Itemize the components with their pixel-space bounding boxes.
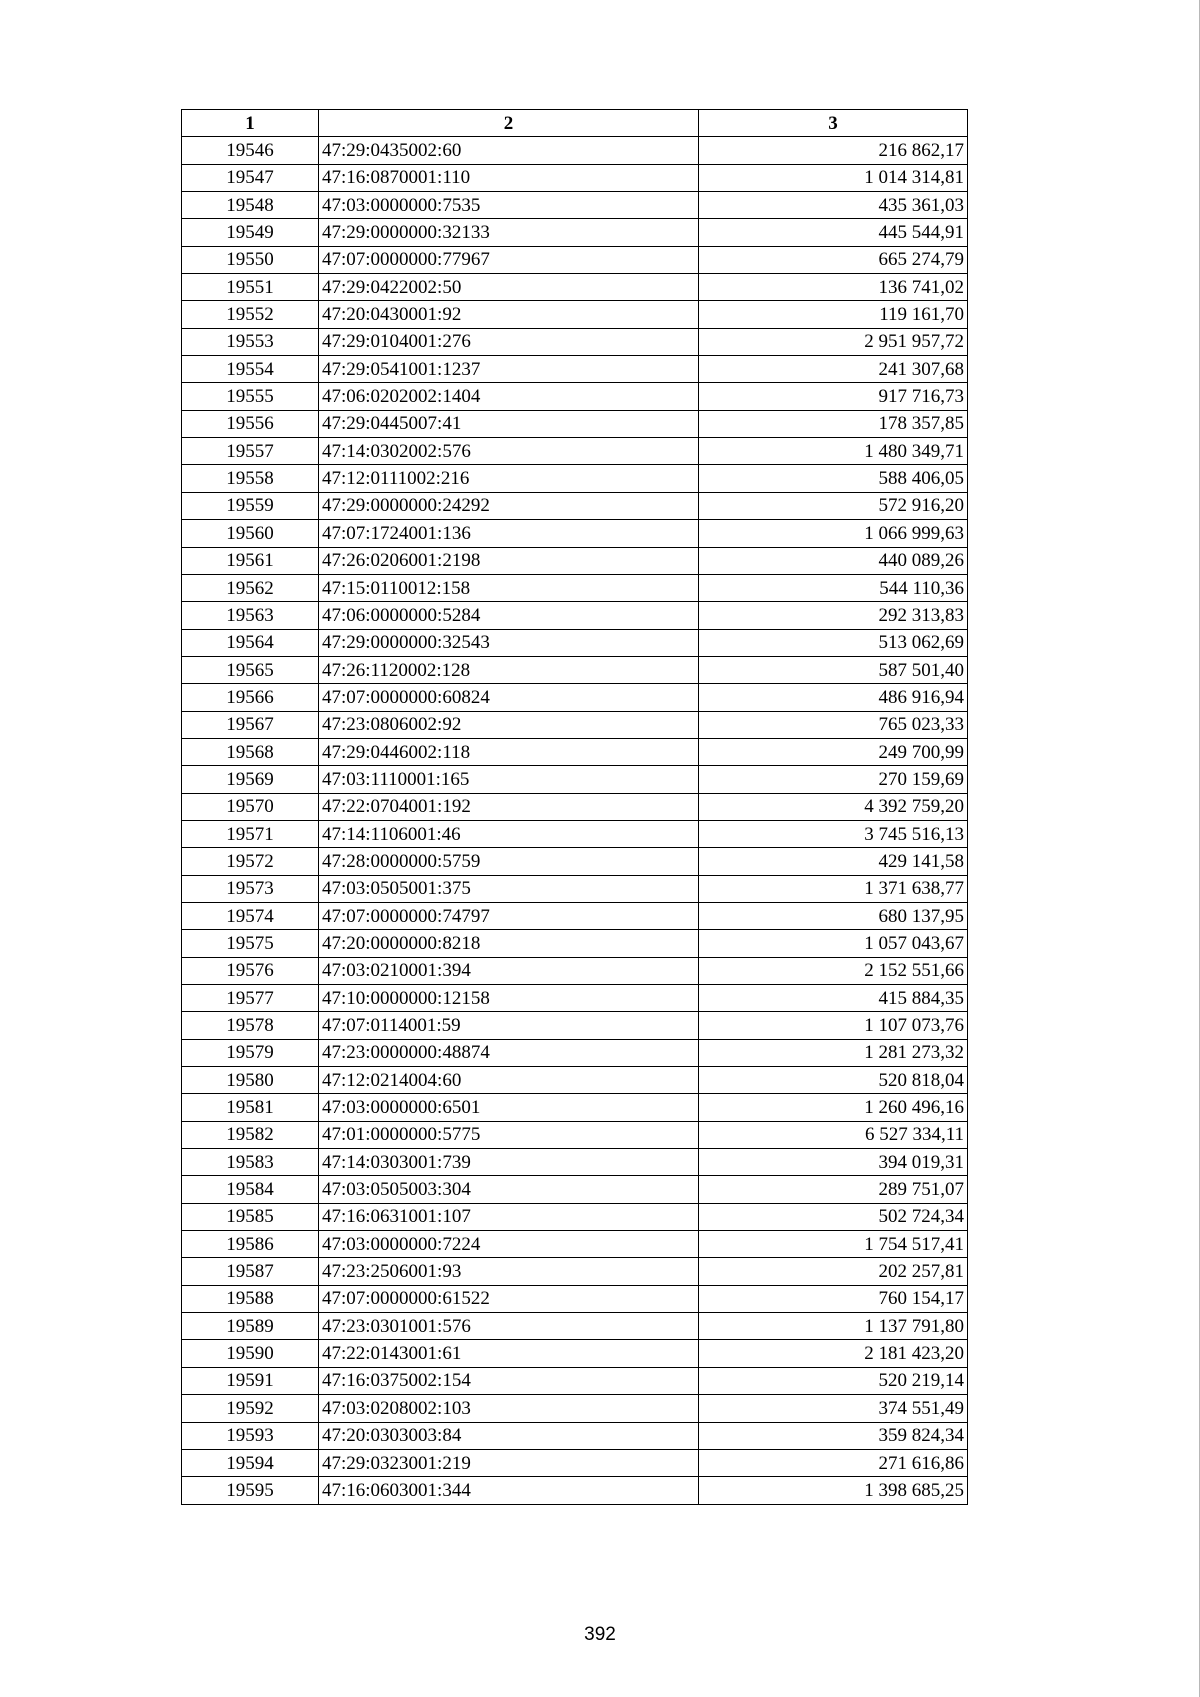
cadastral-value-cell: 271 616,86 [699,1449,968,1476]
cadastral-number-cell: 47:03:0000000:7224 [319,1231,699,1258]
cadastral-value-table [181,109,968,1505]
cadastral-number-cell: 47:23:0000000:48874 [319,1039,699,1066]
row-number-cell: 19553 [182,328,319,355]
row-number-cell: 19592 [182,1395,319,1422]
cadastral-number-cell: 47:07:1724001:136 [319,520,699,547]
row-number-cell: 19583 [182,1149,319,1176]
header-col-1: 1 [182,110,319,137]
cadastral-number-cell: 47:23:0301001:576 [319,1313,699,1340]
page-number: 392 [584,1624,616,1645]
row-number-cell: 19554 [182,356,319,383]
cadastral-value-cell: 544 110,36 [699,574,968,601]
table-row [182,1340,968,1367]
row-number-cell: 19559 [182,492,319,519]
table-row [182,793,968,820]
cadastral-number-cell: 47:03:0208002:103 [319,1395,699,1422]
cadastral-value-cell: 1 260 496,16 [699,1094,968,1121]
cadastral-number-cell: 47:01:0000000:5775 [319,1121,699,1148]
cadastral-value-cell: 1 371 638,77 [699,875,968,902]
cadastral-number-cell: 47:29:0446002:118 [319,738,699,765]
table-row [182,1258,968,1285]
cadastral-value-cell: 241 307,68 [699,356,968,383]
table-row [182,1067,968,1094]
cadastral-number-cell: 47:29:0323001:219 [319,1449,699,1476]
cadastral-value-cell: 359 824,34 [699,1422,968,1449]
row-number-cell: 19569 [182,766,319,793]
row-number-cell: 19548 [182,192,319,219]
table-row [182,1176,968,1203]
cadastral-value-cell: 1 480 349,71 [699,438,968,465]
row-number-cell: 19590 [182,1340,319,1367]
cadastral-number-cell: 47:03:0000000:7535 [319,192,699,219]
cadastral-value-cell: 760 154,17 [699,1285,968,1312]
cadastral-value-cell: 249 700,99 [699,738,968,765]
cadastral-number-cell: 47:29:0422002:50 [319,274,699,301]
cadastral-number-cell: 47:29:0000000:32543 [319,629,699,656]
row-number-cell: 19550 [182,246,319,273]
row-number-cell: 19587 [182,1258,319,1285]
cadastral-value-cell: 445 544,91 [699,219,968,246]
table-row [182,1039,968,1066]
table-row [182,219,968,246]
cadastral-number-cell: 47:15:0110012:158 [319,574,699,601]
row-number-cell: 19546 [182,137,319,164]
cadastral-value-cell: 2 152 551,66 [699,957,968,984]
row-number-cell: 19578 [182,1012,319,1039]
row-number-cell: 19575 [182,930,319,957]
cadastral-value-cell: 394 019,31 [699,1149,968,1176]
row-number-cell: 19562 [182,574,319,601]
header-col-2: 2 [319,110,699,137]
row-number-cell: 19567 [182,711,319,738]
row-number-cell: 19574 [182,902,319,929]
cadastral-value-cell: 440 089,26 [699,547,968,574]
cadastral-value-cell: 270 159,69 [699,766,968,793]
cadastral-number-cell: 47:16:0375002:154 [319,1367,699,1394]
cadastral-value-cell: 289 751,07 [699,1176,968,1203]
cadastral-number-cell: 47:23:0806002:92 [319,711,699,738]
cadastral-value-cell: 680 137,95 [699,902,968,929]
row-number-cell: 19585 [182,1203,319,1230]
row-number-cell: 19571 [182,820,319,847]
table-row [182,711,968,738]
row-number-cell: 19582 [182,1121,319,1148]
table-row [182,383,968,410]
cadastral-value-cell: 520 219,14 [699,1367,968,1394]
table-row [182,164,968,191]
cadastral-value-cell: 665 274,79 [699,246,968,273]
table-row [182,902,968,929]
cadastral-number-cell: 47:07:0000000:61522 [319,1285,699,1312]
cadastral-value-cell: 513 062,69 [699,629,968,656]
table-row [182,1285,968,1312]
table-row [182,1313,968,1340]
table-row [182,356,968,383]
cadastral-number-cell: 47:26:0206001:2198 [319,547,699,574]
table-row [182,875,968,902]
table-row [182,1477,968,1504]
cadastral-number-cell: 47:29:0000000:24292 [319,492,699,519]
cadastral-value-cell: 2 951 957,72 [699,328,968,355]
cadastral-number-cell: 47:07:0114001:59 [319,1012,699,1039]
header-col-3: 3 [699,110,968,137]
row-number-cell: 19581 [182,1094,319,1121]
table-row [182,492,968,519]
row-number-cell: 19555 [182,383,319,410]
table-row [182,848,968,875]
row-number-cell: 19570 [182,793,319,820]
cadastral-number-cell: 47:29:0541001:1237 [319,356,699,383]
cadastral-value-cell: 1 107 073,76 [699,1012,968,1039]
cadastral-number-cell: 47:12:0214004:60 [319,1067,699,1094]
cadastral-value-cell: 587 501,40 [699,656,968,683]
table-header [182,110,968,137]
header-row [182,110,968,137]
cadastral-number-cell: 47:29:0445007:41 [319,410,699,437]
table-row [182,274,968,301]
table-row [182,738,968,765]
cadastral-value-cell: 1 137 791,80 [699,1313,968,1340]
table-row [182,520,968,547]
cadastral-value-cell: 917 716,73 [699,383,968,410]
row-number-cell: 19565 [182,656,319,683]
row-number-cell: 19577 [182,985,319,1012]
table-row [182,602,968,629]
table-row [182,1367,968,1394]
row-number-cell: 19568 [182,738,319,765]
row-number-cell: 19557 [182,438,319,465]
cadastral-number-cell: 47:20:0303003:84 [319,1422,699,1449]
table-row [182,438,968,465]
cadastral-number-cell: 47:03:0505003:304 [319,1176,699,1203]
cadastral-number-cell: 47:28:0000000:5759 [319,848,699,875]
cadastral-number-cell: 47:29:0435002:60 [319,137,699,164]
table-row [182,1203,968,1230]
table-row [182,1422,968,1449]
cadastral-number-cell: 47:10:0000000:12158 [319,985,699,1012]
row-number-cell: 19556 [182,410,319,437]
table-row [182,766,968,793]
row-number-cell: 19584 [182,1176,319,1203]
row-number-cell: 19547 [182,164,319,191]
row-number-cell: 19595 [182,1477,319,1504]
cadastral-value-cell: 202 257,81 [699,1258,968,1285]
row-number-cell: 19586 [182,1231,319,1258]
cadastral-number-cell: 47:16:0631001:107 [319,1203,699,1230]
cadastral-number-cell: 47:07:0000000:74797 [319,902,699,929]
row-number-cell: 19551 [182,274,319,301]
cadastral-value-cell: 435 361,03 [699,192,968,219]
cadastral-value-cell: 765 023,33 [699,711,968,738]
table-row [182,930,968,957]
row-number-cell: 19573 [182,875,319,902]
row-number-cell: 19594 [182,1449,319,1476]
table-row [182,246,968,273]
cadastral-number-cell: 47:23:2506001:93 [319,1258,699,1285]
cadastral-value-cell: 6 527 334,11 [699,1121,968,1148]
cadastral-value-cell: 216 862,17 [699,137,968,164]
cadastral-value-cell: 502 724,34 [699,1203,968,1230]
row-number-cell: 19549 [182,219,319,246]
table-row [182,1149,968,1176]
row-number-cell: 19566 [182,684,319,711]
row-number-cell: 19588 [182,1285,319,1312]
table-row [182,1231,968,1258]
cadastral-value-cell: 1 281 273,32 [699,1039,968,1066]
cadastral-number-cell: 47:03:0210001:394 [319,957,699,984]
table-row [182,410,968,437]
cadastral-value-cell: 588 406,05 [699,465,968,492]
row-number-cell: 19589 [182,1313,319,1340]
table-row [182,1449,968,1476]
table-body [182,137,968,1504]
row-number-cell: 19579 [182,1039,319,1066]
cadastral-number-cell: 47:06:0000000:5284 [319,602,699,629]
row-number-cell: 19558 [182,465,319,492]
row-number-cell: 19591 [182,1367,319,1394]
cadastral-value-cell: 374 551,49 [699,1395,968,1422]
table-row [182,985,968,1012]
table-row [182,1395,968,1422]
table-row [182,656,968,683]
table-row [182,629,968,656]
cadastral-value-cell: 178 357,85 [699,410,968,437]
cadastral-number-cell: 47:16:0603001:344 [319,1477,699,1504]
cadastral-number-cell: 47:29:0000000:32133 [319,219,699,246]
cadastral-value-cell: 136 741,02 [699,274,968,301]
cadastral-value-cell: 119 161,70 [699,301,968,328]
table-row [182,465,968,492]
cadastral-value-cell: 292 313,83 [699,602,968,629]
table-row [182,1094,968,1121]
cadastral-number-cell: 47:16:0870001:110 [319,164,699,191]
cadastral-value-cell: 4 392 759,20 [699,793,968,820]
cadastral-number-cell: 47:26:1120002:128 [319,656,699,683]
cadastral-number-cell: 47:03:0000000:6501 [319,1094,699,1121]
cadastral-number-cell: 47:03:1110001:165 [319,766,699,793]
cadastral-value-cell: 415 884,35 [699,985,968,1012]
row-number-cell: 19576 [182,957,319,984]
cadastral-number-cell: 47:07:0000000:60824 [319,684,699,711]
row-number-cell: 19564 [182,629,319,656]
cadastral-number-cell: 47:07:0000000:77967 [319,246,699,273]
cadastral-value-cell: 486 916,94 [699,684,968,711]
cadastral-value-cell: 2 181 423,20 [699,1340,968,1367]
cadastral-value-cell: 520 818,04 [699,1067,968,1094]
cadastral-number-cell: 47:03:0505001:375 [319,875,699,902]
cadastral-number-cell: 47:14:0303001:739 [319,1149,699,1176]
row-number-cell: 19560 [182,520,319,547]
table-row [182,328,968,355]
table-row [182,1121,968,1148]
cadastral-number-cell: 47:14:0302002:576 [319,438,699,465]
cadastral-value-cell: 1 066 999,63 [699,520,968,547]
cadastral-number-cell: 47:22:0143001:61 [319,1340,699,1367]
cadastral-number-cell: 47:12:0111002:216 [319,465,699,492]
row-number-cell: 19593 [182,1422,319,1449]
row-number-cell: 19552 [182,301,319,328]
cadastral-value-cell: 1 057 043,67 [699,930,968,957]
row-number-cell: 19561 [182,547,319,574]
cadastral-number-cell: 47:06:0202002:1404 [319,383,699,410]
cadastral-value-cell: 572 916,20 [699,492,968,519]
cadastral-value-cell: 3 745 516,13 [699,820,968,847]
row-number-cell: 19572 [182,848,319,875]
table-row [182,957,968,984]
table-row [182,192,968,219]
table-row [182,574,968,601]
cadastral-value-cell: 429 141,58 [699,848,968,875]
cadastral-value-cell: 1 398 685,25 [699,1477,968,1504]
cadastral-number-cell: 47:29:0104001:276 [319,328,699,355]
row-number-cell: 19563 [182,602,319,629]
cadastral-value-cell: 1 754 517,41 [699,1231,968,1258]
cadastral-number-cell: 47:22:0704001:192 [319,793,699,820]
cadastral-number-cell: 47:20:0430001:92 [319,301,699,328]
table-row [182,137,968,164]
cadastral-number-cell: 47:20:0000000:8218 [319,930,699,957]
table-row [182,301,968,328]
cadastral-number-cell: 47:14:1106001:46 [319,820,699,847]
table-row [182,1012,968,1039]
table-row [182,684,968,711]
table-row [182,820,968,847]
row-number-cell: 19580 [182,1067,319,1094]
table-row [182,547,968,574]
cadastral-value-cell: 1 014 314,81 [699,164,968,191]
